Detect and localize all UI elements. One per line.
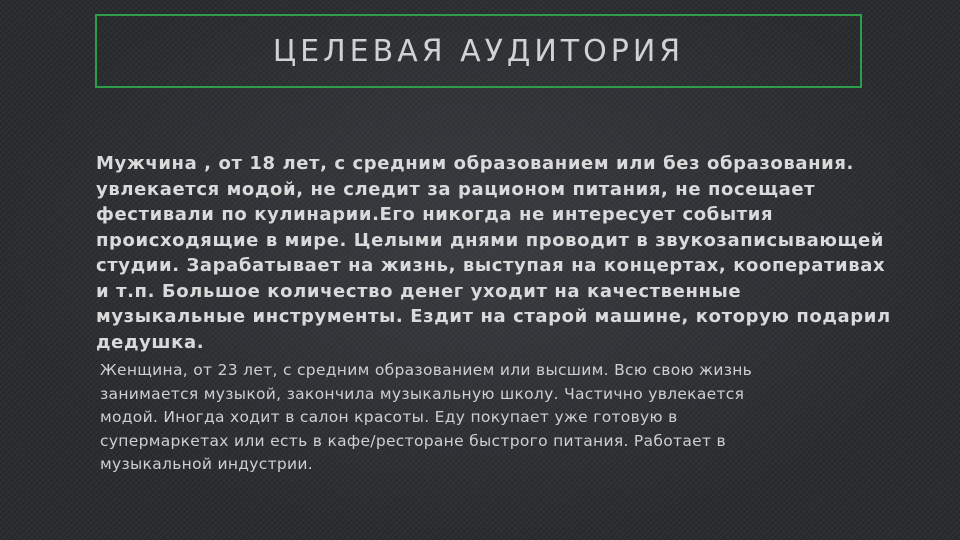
male-audience-description: Мужчина , от 18 лет, с средним образованием или без образования. увлекается модой, не следит за рационом питания, не посещает фестивали по кулинарии.Его никогда не интересует события происходящие в мире. Целыми днями проводит в звукозаписывающей студии. Зарабатывает на жизнь, выступая на концертах, кооперативах и т.п. Большое количество денег уходит на качественные музыкальные инструменты. Ездит на старой машине, которую подарил дедушка. bbox=[96, 153, 891, 353]
title-frame bbox=[95, 14, 862, 88]
slide-title: ЦЕЛЕВАЯ АУДИТОРИЯ bbox=[272, 33, 685, 69]
female-audience-description: Женщина, от 23 лет, с средним образованием или высшим. Всю свою жизнь занимается музыкой, закончила музыкальную школу. Частично увлекается модой. Иногда ходит в салон красоты. Еду покупает уже готовую в супермаркетах или есть в кафе/ресторане быстрого питания. Работает в музыкальной индустрии. bbox=[100, 361, 753, 474]
